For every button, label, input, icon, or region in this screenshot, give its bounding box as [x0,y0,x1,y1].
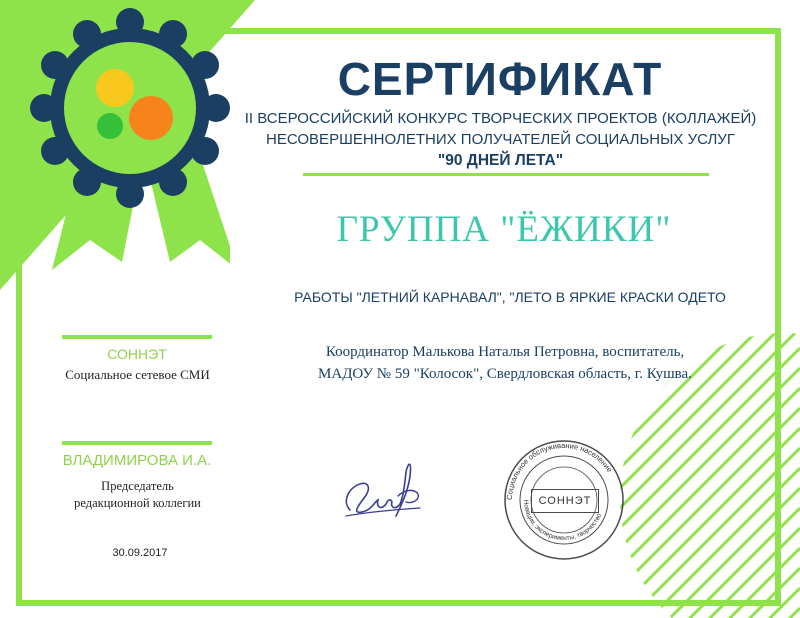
stamp-outer-text: Социальное обслуживание население [504,440,615,501]
signatory-role-line1: Председатель [101,479,174,493]
organization-divider [62,335,212,339]
issue-date: 30.09.2017 [112,547,168,559]
signatory-divider [62,441,212,445]
award-rosette-icon [30,0,230,280]
recipient-group-name: ГРУППА "ЁЖИКИ" [336,209,672,250]
works-titles: РАБОТЫ "ЛЕТНИЙ КАРНАВАЛ", "ЛЕТО В ЯРКИЕ КРАСКИ ОДЕТО [294,289,726,305]
contest-subtitle-line1: II ВСЕРОССИЙСКИЙ КОНКУРС ТВОРЧЕСКИХ ПРОЕКТОВ (КОЛЛАЖЕЙ) [244,110,757,127]
signatory-name: ВЛАДИМИРОВА И.А. [62,452,212,469]
signature-image [338,452,428,532]
signatory-role-line2: редакционной коллегии [74,496,201,510]
contest-subtitle-line3: "90 ДНЕЙ ЛЕТА" [437,152,564,169]
contest-subtitle-line2: НЕСОВЕРШЕННОЛЕТНИХ ПОЛУЧАТЕЛЕЙ СОЦИАЛЬНЫХ УСЛУГ [266,131,735,148]
organization-description: Социальное сетевое СМИ [65,367,210,382]
stamp-center-text: СОННЭТ [531,489,599,513]
coordinator-line1: Координатор Малькова Наталья Петровна, воспитатель, [325,344,685,360]
signatory-role [55,478,220,512]
organization-name: СОННЭТ [107,346,167,362]
round-seal-stamp [503,439,625,561]
coordinator-line2: МАДОУ № 59 "Колосок", Свердловская область, г. Кушва. [318,366,692,382]
title-divider [303,173,709,176]
certificate-title: СЕРТИФИКАТ [337,53,663,105]
stamp-inner-text: Новации, эксперименты, творчество [521,499,604,543]
